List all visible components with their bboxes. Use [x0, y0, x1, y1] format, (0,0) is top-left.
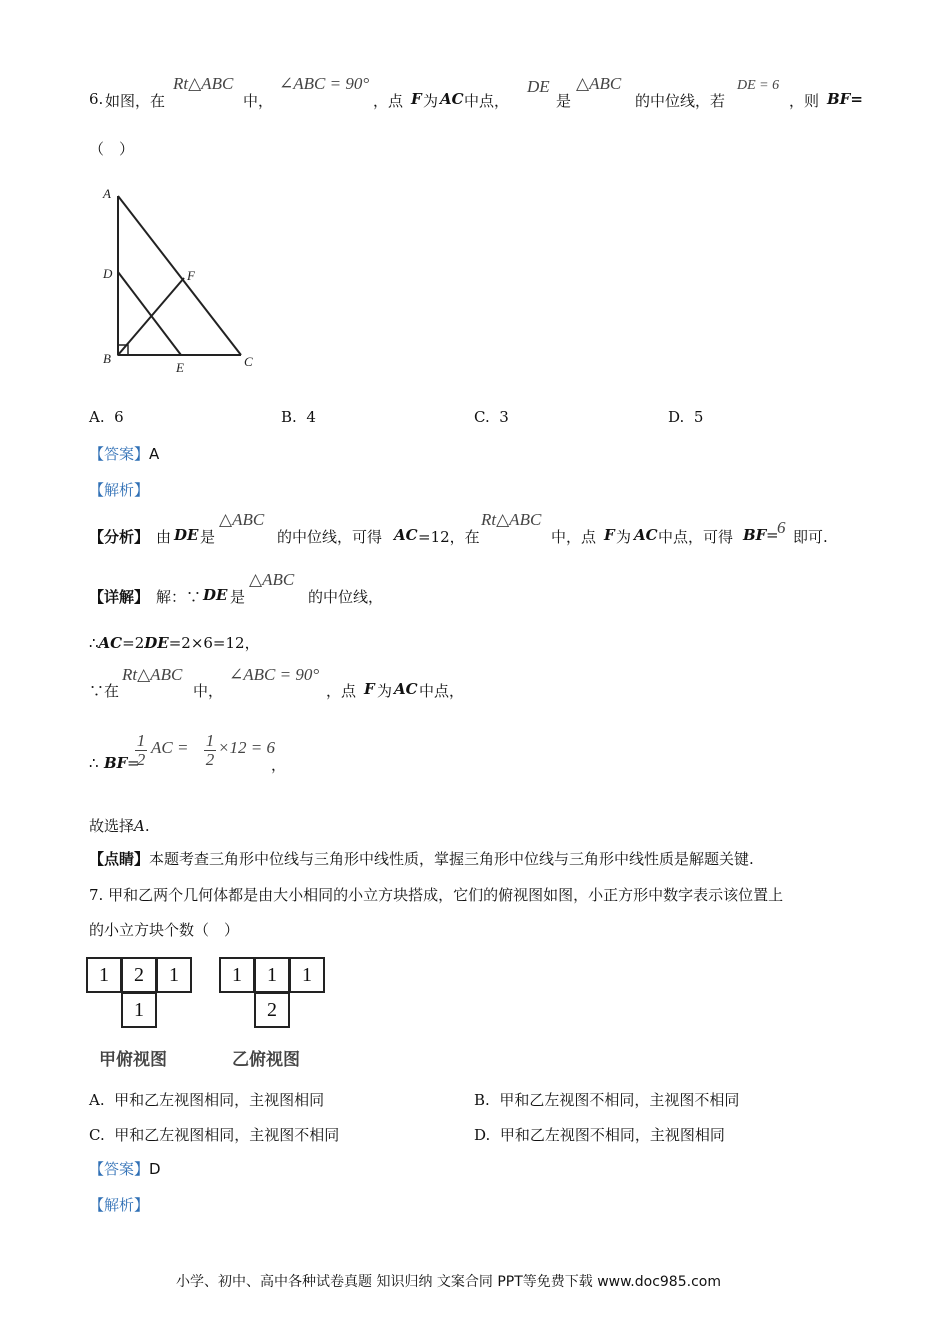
q6-line3: ∵在 Rt△ABC 中， ∠ABC = 90° ，点 F 为 AC 中点， — [89, 665, 465, 700]
jia-cell: 1 — [121, 992, 157, 1028]
q7-stem-line1: 7. 甲和乙两个几何体都是由大小相同的小立方块搭成，它们的俯视图如图，小正方形中数字表示该位置上 — [89, 886, 784, 904]
q6-text: 如图，在 — [105, 92, 166, 110]
q7-analysis-tag: 【解析】 — [89, 1196, 150, 1214]
label-c: C — [244, 354, 253, 369]
yi-cell: 1 — [219, 957, 255, 993]
q6-var: AC — [440, 90, 464, 108]
q6-de6: DE = 6 — [737, 78, 780, 93]
triangle-figure — [95, 180, 265, 380]
q6-text: ，则 — [789, 92, 820, 110]
q6-angle: ∠ABC = 90° — [279, 74, 370, 93]
q6-fenxi: 【分析】 由 DE 是 △ABC 的中位线，可得 AC =12，在 Rt△ABC 中，点 F 为 AC 中点，可得 BF = 6 即可. — [89, 510, 828, 546]
yi-cell: 2 — [254, 992, 290, 1028]
q6-text: 为 — [423, 92, 439, 110]
yi-top-view-grid — [220, 958, 325, 1028]
label-a: A — [103, 186, 111, 201]
jia-empty — [156, 992, 192, 1028]
label-b: B — [103, 351, 111, 366]
q7-option-c[interactable]: C. 甲和乙左视图相同，主视图不相同 — [89, 1126, 340, 1144]
q6-answer-paren: （ ） — [89, 140, 135, 158]
q6-text: 中点， — [464, 92, 510, 110]
q6-triangle: △ABC — [576, 74, 622, 93]
jia-top-view-grid — [87, 958, 192, 1028]
label-d: D — [103, 266, 113, 281]
q6-de: DE — [527, 77, 550, 96]
yi-caption: 乙俯视图 — [232, 1050, 300, 1070]
side-ac — [118, 196, 241, 355]
q7-stem-line2: 的小立方块个数（ ） — [89, 921, 240, 939]
q6-var: F — [411, 90, 422, 108]
q6-line4: ∴ BF = 1 2 AC = 1 2 ×12 = 6 ， — [89, 731, 287, 774]
fraction-half-2: 1 2 — [205, 731, 215, 769]
q7-option-d[interactable]: D. 甲和乙左视图不相同，主视图相同 — [474, 1126, 725, 1144]
jia-cell: 1 — [156, 957, 192, 993]
jia-cell: 1 — [86, 957, 122, 993]
q6-dianjing: 【点睛】本题考查三角形中位线与三角形中线性质，掌握三角形中位线与三角形中线性质是解题关键. — [89, 850, 754, 868]
yi-empty — [289, 992, 325, 1028]
yi-cell: 1 — [289, 957, 325, 993]
q6-option-d[interactable]: D. 5 — [668, 408, 704, 426]
q7-option-b[interactable]: B. 甲和乙左视图不相同，主视图不相同 — [474, 1091, 740, 1109]
segment-bf — [118, 278, 184, 355]
q6-text: ，点 — [373, 92, 404, 110]
yi-empty — [219, 992, 255, 1028]
q6-analysis-tag: 【解析】 — [89, 481, 150, 499]
jia-caption: 甲俯视图 — [99, 1050, 167, 1070]
page-footer: 小学、初中、高中各种试卷真题 知识归纳 文案合同 PPT等免费下载 www.doc985.com — [176, 1274, 721, 1290]
fraction-half: 1 2 — [136, 731, 146, 769]
q6-rt-abc: Rt△ABC — [173, 74, 234, 93]
label-e: E — [176, 360, 184, 375]
q6-line2: ∴AC=2DE=2×6=12， — [89, 634, 260, 652]
yi-cell: 1 — [254, 957, 290, 993]
q6-line5: 故选择A. — [89, 817, 150, 835]
q7-answer: 【答案】D — [89, 1160, 161, 1178]
q6-text: 中， — [243, 92, 274, 110]
q6-option-a[interactable]: A. 6 — [89, 408, 124, 426]
q6-xiangjie: 【详解】 解：∵ DE 是 △ABC 的中位线， — [89, 570, 384, 606]
q7-option-a[interactable]: A. 甲和乙左视图相同，主视图相同 — [89, 1091, 325, 1109]
q6-option-b[interactable]: B. 4 — [281, 408, 316, 426]
label-f: F — [187, 268, 195, 283]
q6-option-c[interactable]: C. 3 — [474, 408, 509, 426]
jia-empty — [86, 992, 122, 1028]
q6-number: 6. — [89, 90, 104, 108]
q6-var: BF= — [827, 90, 863, 108]
jia-cell: 2 — [121, 957, 157, 993]
q6-text: 是 — [556, 92, 572, 110]
q6-stem — [89, 74, 869, 122]
q6-text: 的中位线，若 — [635, 92, 726, 110]
q6-answer: 【答案】A — [89, 445, 160, 463]
